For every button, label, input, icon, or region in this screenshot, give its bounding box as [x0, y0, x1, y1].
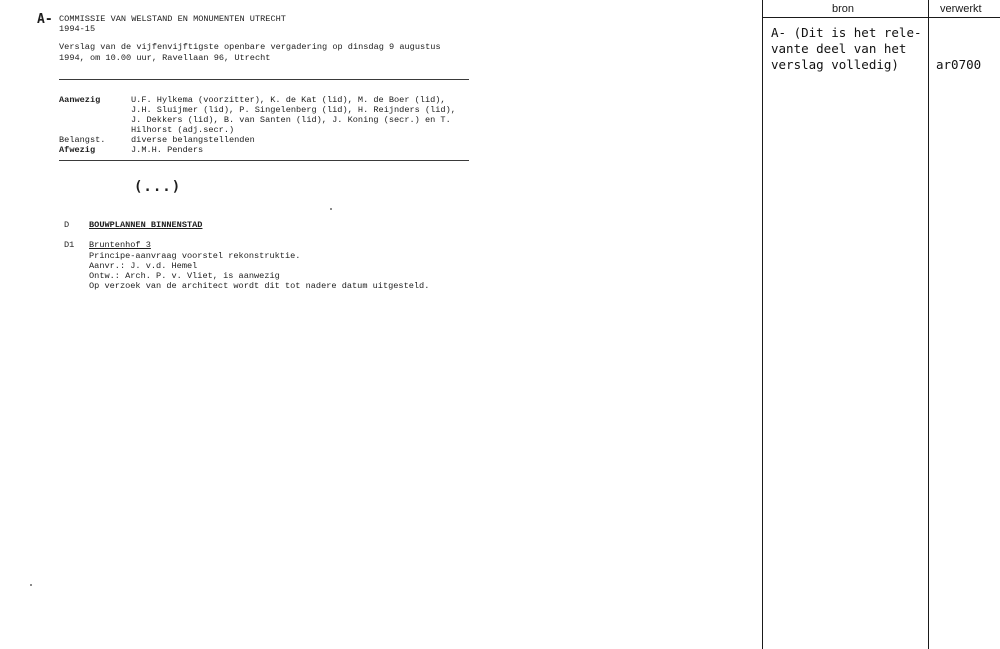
document-marker: A- [37, 12, 53, 27]
table-column-divider [928, 0, 929, 649]
item-title: Bruntenhof 3 [89, 240, 151, 250]
table-header-rule [762, 17, 1000, 18]
item-line-3: Ontw.: Arch. P. v. Vliet, is aanwezig [89, 271, 280, 281]
source-note-line-3: verslag volledig) [771, 57, 899, 72]
section-letter: D [64, 220, 70, 230]
absent-value: J.M.H. Penders [131, 145, 204, 155]
divider-bottom [59, 160, 469, 161]
source-note-line-1: A- (Dit is het rele- [771, 25, 922, 40]
present-line-3: J. Dekkers (lid), B. van Santen (lid), J. Koning (secr.) en T. [131, 115, 451, 125]
item-line-2: Aanvr.: J. v.d. Hemel [89, 261, 198, 271]
item-code: D1 [64, 240, 75, 250]
source-note-line-2: vante deel van het [771, 41, 907, 56]
omission-ellipsis: (...) [134, 179, 182, 195]
section-title: BOUWPLANNEN BINNENSTAD [89, 220, 203, 230]
processed-column-header: verwerkt [940, 3, 982, 15]
intro-line-1: Verslag van de vijfenvijftigste openbare vergadering op dinsdag 9 augustus [59, 42, 441, 52]
table-border-left [762, 0, 763, 649]
item-line-4: Op verzoek van de architect wordt dit tot nadere datum uitgesteld. [89, 281, 430, 291]
item-line-1: Principe-aanvraag voorstel rekonstruktie. [89, 251, 301, 261]
report-year: 1994-15 [59, 24, 96, 34]
scan-speck [330, 208, 332, 210]
divider-top [59, 79, 469, 80]
intro-line-2: 1994, om 10.00 uur, Ravellaan 96, Utrecht [59, 53, 271, 63]
org-title: COMMISSIE VAN WELSTAND EN MONUMENTEN UTRECHT [59, 14, 286, 24]
interested-label: Belangst. [59, 135, 106, 145]
present-line-2: J.H. Sluijmer (lid), P. Singelenberg (lid), H. Reijnders (lid), [131, 105, 456, 115]
present-line-1: U.F. Hylkema (voorzitter), K. de Kat (lid), M. de Boer (lid), [131, 95, 446, 105]
processed-code: ar0700 [936, 57, 982, 72]
scan-speck-margin [30, 584, 32, 586]
interested-value: diverse belangstellenden [131, 135, 255, 145]
present-label: Aanwezig [59, 95, 101, 105]
source-column-header: bron [832, 3, 855, 15]
present-line-4: Hilhorst (adj.secr.) [131, 125, 235, 135]
absent-label: Afwezig [59, 145, 96, 155]
